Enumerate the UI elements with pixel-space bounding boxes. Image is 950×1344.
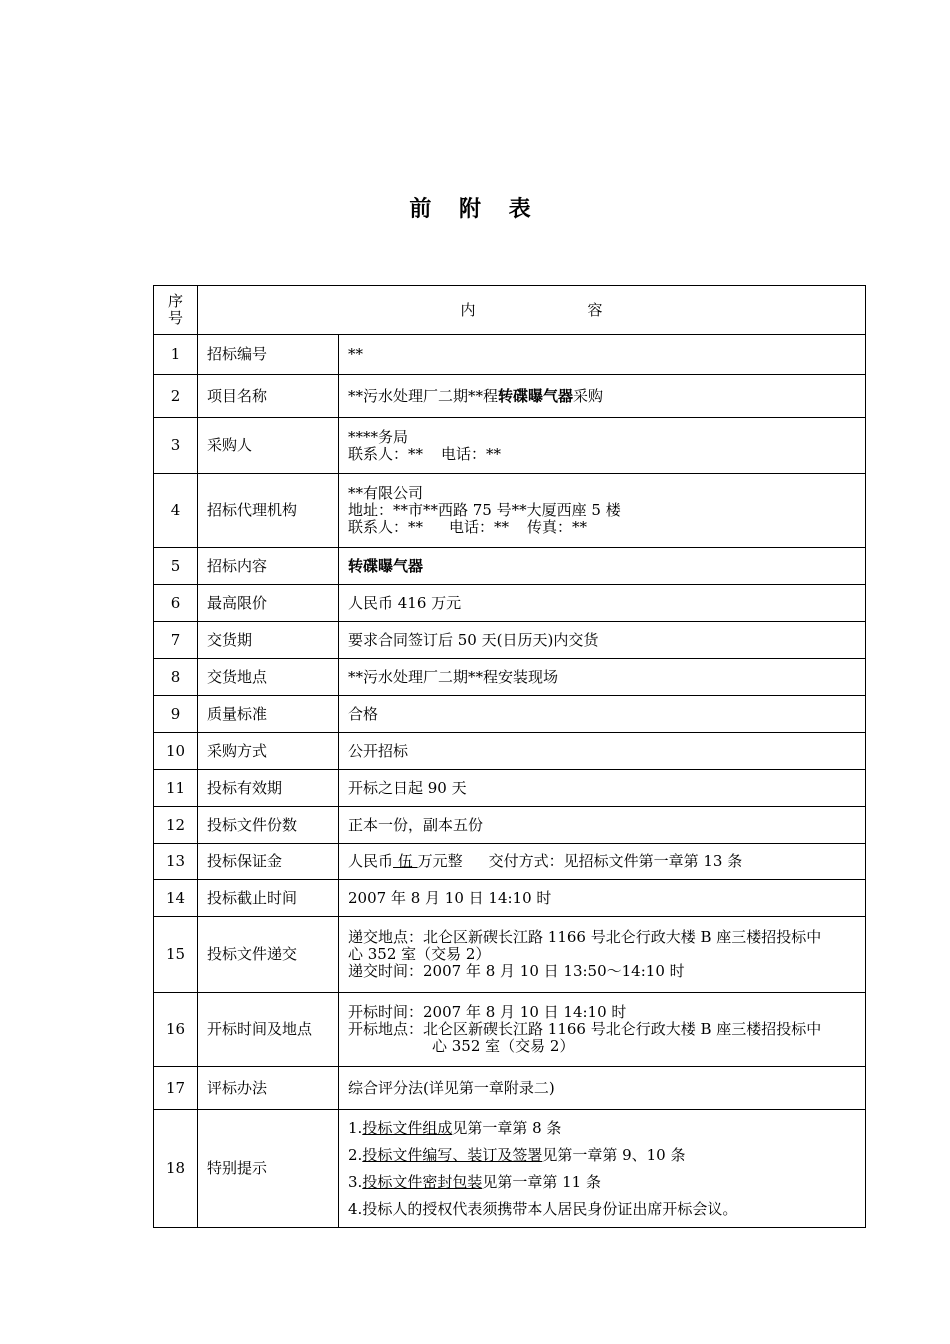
row-value <box>339 1110 866 1228</box>
hint-number: 2. <box>348 1145 363 1164</box>
row-label: 交货地点 <box>198 659 339 696</box>
hint-item <box>348 1196 859 1223</box>
table-row <box>154 696 866 733</box>
row-value: **污水处理厂二期**程安装现场 <box>339 659 866 696</box>
hint-number: 4. <box>348 1199 363 1218</box>
row-label: 采购方式 <box>198 733 339 770</box>
hint-item <box>348 1115 859 1142</box>
row-label: 招标编号 <box>198 335 339 375</box>
project-name-prefix: **污水处理厂二期**程 <box>348 386 499 405</box>
hint-text: 见第一章第 9、10 条 <box>542 1145 686 1164</box>
row-value: 要求合同签订后 50 天(日历天)内交货 <box>339 622 866 659</box>
row-label: 交货期 <box>198 622 339 659</box>
table-row <box>154 375 866 418</box>
row-label: 采购人 <box>198 418 339 474</box>
row-value: ** <box>339 335 866 375</box>
opening-location: 开标地点：北仑区新碶长江路 1166 号北仑行政大楼 B 座三楼招投标中 <box>348 1020 822 1038</box>
row-label: 投标有效期 <box>198 770 339 807</box>
row-value <box>339 917 866 993</box>
table-row <box>154 844 866 880</box>
row-value: 开标之日起 90 天 <box>339 770 866 807</box>
row-no: 9 <box>154 696 198 733</box>
row-label: 招标代理机构 <box>198 474 339 548</box>
table-row <box>154 622 866 659</box>
agency-name: **有限公司 <box>348 484 424 502</box>
row-label: 特别提示 <box>198 1110 339 1228</box>
agency-address: 地址：**市**西路 75 号**大厦西座 5 楼 <box>348 501 621 519</box>
row-value: 公开招标 <box>339 733 866 770</box>
row-value <box>339 418 866 474</box>
purchaser-contact: 联系人：** <box>348 444 424 463</box>
row-value: 正本一份，副本五份 <box>339 807 866 844</box>
hint-number: 1. <box>348 1118 363 1137</box>
table-row <box>154 1067 866 1110</box>
row-label: 投标保证金 <box>198 844 339 880</box>
deposit-prefix: 人民币 <box>348 852 394 870</box>
hint-item <box>348 1142 859 1169</box>
purchaser-name: ****务局 <box>348 427 409 446</box>
hint-link-text: 投标文件编写、装订及签署 <box>362 1145 543 1164</box>
table-row <box>154 880 866 917</box>
deposit-amount: 伍 <box>393 852 418 870</box>
row-label: 投标文件递交 <box>198 917 339 993</box>
row-no: 12 <box>154 807 198 844</box>
header-content-right: 容 <box>587 300 603 319</box>
table-row <box>154 548 866 585</box>
row-label: 最高限价 <box>198 585 339 622</box>
hint-text: 见第一章第 8 条 <box>452 1118 562 1137</box>
row-value: 2007 年 8 月 10 日 14:10 时 <box>339 880 866 917</box>
row-no: 3 <box>154 418 198 474</box>
table-row <box>154 418 866 474</box>
table-row <box>154 1110 866 1228</box>
table-row <box>154 993 866 1067</box>
attachment-table <box>153 285 866 1228</box>
project-name-suffix: 采购 <box>573 386 604 405</box>
purchaser-phone: 电话：** <box>441 444 502 463</box>
row-value: 合格 <box>339 696 866 733</box>
hint-text: 投标人的授权代表须携带本人居民身份证出席开标会议。 <box>362 1199 738 1218</box>
row-no: 10 <box>154 733 198 770</box>
row-label: 评标办法 <box>198 1067 339 1110</box>
table-row <box>154 770 866 807</box>
row-value <box>339 844 866 880</box>
table-row <box>154 335 866 375</box>
header-no <box>154 286 198 335</box>
row-no: 5 <box>154 548 198 585</box>
table-row <box>154 474 866 548</box>
row-label: 投标文件份数 <box>198 807 339 844</box>
page-title: 前 附 表 <box>409 197 541 222</box>
agency-contact: 联系人：** <box>348 518 424 536</box>
table-header-row <box>154 286 866 335</box>
table-row <box>154 733 866 770</box>
row-no: 8 <box>154 659 198 696</box>
row-no: 14 <box>154 880 198 917</box>
row-label: 质量标准 <box>198 696 339 733</box>
row-value: 综合评分法(详见第一章附录二) <box>339 1067 866 1110</box>
row-no: 4 <box>154 474 198 548</box>
row-no: 15 <box>154 917 198 993</box>
hint-text: 见第一章第 11 条 <box>482 1172 601 1191</box>
table-row <box>154 917 866 993</box>
header-content <box>198 286 866 335</box>
table-row <box>154 659 866 696</box>
row-no: 6 <box>154 585 198 622</box>
hint-number: 3. <box>348 1172 363 1191</box>
row-value <box>339 375 866 418</box>
agency-phone: 电话：** <box>449 518 510 536</box>
header-content-left: 内 <box>460 300 476 319</box>
row-value <box>339 993 866 1067</box>
row-no: 1 <box>154 335 198 375</box>
header-no-text: 序号 <box>167 292 183 327</box>
row-no: 18 <box>154 1110 198 1228</box>
hint-link-text: 投标文件组成 <box>362 1118 453 1137</box>
submit-location: 递交地点：北仑区新碶长江路 1166 号北仑行政大楼 B 座三楼招投标中 <box>348 928 822 946</box>
opening-location-cont: 心 352 室（交易 2） <box>432 1037 575 1055</box>
row-label: 招标内容 <box>198 548 339 585</box>
submit-time: 递交时间：2007 年 8 月 10 日 13:50～14:10 时 <box>348 962 685 980</box>
hint-item <box>348 1169 859 1196</box>
table-row <box>154 585 866 622</box>
row-label: 开标时间及地点 <box>198 993 339 1067</box>
submit-location-cont: 心 352 室（交易 2） <box>348 945 491 963</box>
row-value: 转碟曝气器 <box>339 548 866 585</box>
agency-fax: 传真：** <box>527 518 588 536</box>
row-no: 17 <box>154 1067 198 1110</box>
row-no: 2 <box>154 375 198 418</box>
row-no: 7 <box>154 622 198 659</box>
hint-link-text: 投标文件密封包装 <box>362 1172 483 1191</box>
table-row <box>154 807 866 844</box>
row-no: 13 <box>154 844 198 880</box>
deposit-unit: 万元整 <box>417 852 463 870</box>
deposit-payment: 交付方式：见招标文件第一章第 13 条 <box>488 852 743 870</box>
opening-time: 开标时间：2007 年 8 月 10 日 14:10 时 <box>348 1003 627 1021</box>
project-name-bold: 转碟曝气器 <box>498 386 574 405</box>
row-label: 项目名称 <box>198 375 339 418</box>
row-no: 16 <box>154 993 198 1067</box>
row-value: 人民币 416 万元 <box>339 585 866 622</box>
row-no: 11 <box>154 770 198 807</box>
row-value <box>339 474 866 548</box>
row-label: 投标截止时间 <box>198 880 339 917</box>
